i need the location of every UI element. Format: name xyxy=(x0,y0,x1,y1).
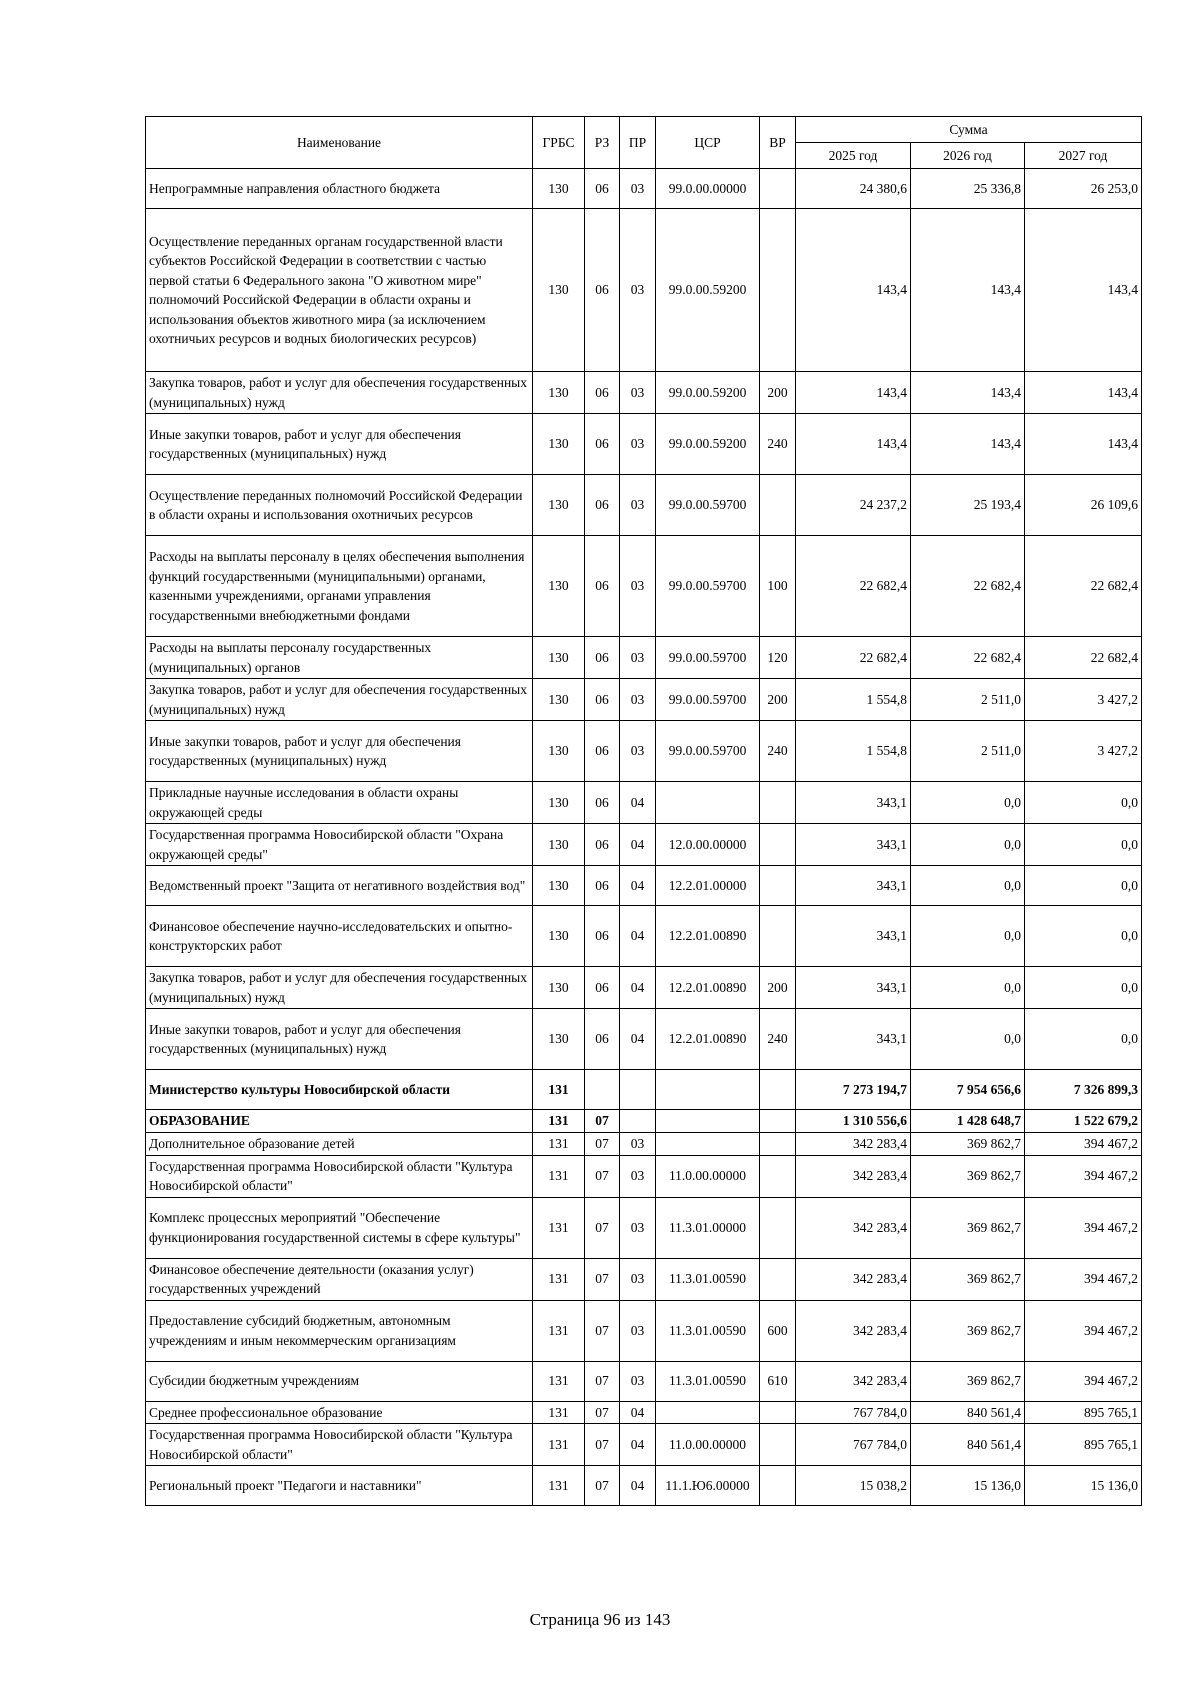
header-rz: РЗ xyxy=(585,117,620,169)
cell-2027: 143,4 xyxy=(1025,209,1142,372)
cell-grbs: 131 xyxy=(533,1361,585,1401)
cell-2027: 26 109,6 xyxy=(1025,475,1142,536)
cell-2025: 767 784,0 xyxy=(796,1401,911,1424)
cell-vr xyxy=(760,169,796,209)
cell-2025: 1 310 556,6 xyxy=(796,1110,911,1133)
cell-2025: 767 784,0 xyxy=(796,1424,911,1466)
cell-2027: 394 467,2 xyxy=(1025,1300,1142,1361)
cell-vr: 240 xyxy=(760,721,796,782)
cell-2026: 22 682,4 xyxy=(911,637,1025,679)
cell-2026: 0,0 xyxy=(911,824,1025,866)
cell-rz: 06 xyxy=(585,782,620,824)
table-row xyxy=(146,637,1142,679)
cell-vr: 100 xyxy=(760,536,796,637)
cell-csr: 99.0.00.59200 xyxy=(656,414,760,475)
cell-2026: 7 954 656,6 xyxy=(911,1070,1025,1110)
header-grbs: ГРБС xyxy=(533,117,585,169)
table-row xyxy=(146,372,1142,414)
cell-name: Осуществление переданных органам государственной власти субъектов Российской Федерации в соответствии с частью первой статьи 6 Федерального закона "О животном мире" полномочий Российской Федерации в области охраны и использования объектов животного мира (за исключением охотничьих ресурсов и водных биологических ресурсов) xyxy=(146,209,533,372)
cell-vr xyxy=(760,866,796,906)
cell-vr xyxy=(760,906,796,967)
cell-csr: 99.0.00.59700 xyxy=(656,679,760,721)
cell-2026: 369 862,7 xyxy=(911,1155,1025,1197)
cell-2027: 394 467,2 xyxy=(1025,1133,1142,1156)
cell-csr: 12.2.01.00000 xyxy=(656,866,760,906)
cell-2025: 143,4 xyxy=(796,372,911,414)
table-row xyxy=(146,1155,1142,1197)
cell-rz: 06 xyxy=(585,679,620,721)
cell-vr xyxy=(760,1401,796,1424)
cell-pr: 03 xyxy=(620,1361,656,1401)
cell-2025: 342 283,4 xyxy=(796,1258,911,1300)
cell-csr: 12.2.01.00890 xyxy=(656,967,760,1009)
cell-pr xyxy=(620,1110,656,1133)
header-sum: Сумма xyxy=(796,117,1142,143)
cell-name: Министерство культуры Новосибирской области xyxy=(146,1070,533,1110)
cell-vr xyxy=(760,209,796,372)
cell-vr xyxy=(760,1133,796,1156)
cell-2025: 342 283,4 xyxy=(796,1133,911,1156)
cell-2027: 394 467,2 xyxy=(1025,1258,1142,1300)
table-row xyxy=(146,1424,1142,1466)
cell-pr xyxy=(620,1070,656,1110)
cell-csr: 12.2.01.00890 xyxy=(656,1009,760,1070)
table-header xyxy=(146,117,1142,169)
cell-2027: 143,4 xyxy=(1025,372,1142,414)
cell-csr xyxy=(656,1401,760,1424)
table-row xyxy=(146,1466,1142,1506)
table-row xyxy=(146,475,1142,536)
cell-2026: 25 193,4 xyxy=(911,475,1025,536)
cell-2025: 7 273 194,7 xyxy=(796,1070,911,1110)
cell-pr: 04 xyxy=(620,866,656,906)
cell-name: Финансовое обеспечение деятельности (оказания услуг) государственных учреждений xyxy=(146,1258,533,1300)
cell-grbs: 130 xyxy=(533,721,585,782)
cell-name: Закупка товаров, работ и услуг для обеспечения государственных (муниципальных) нужд xyxy=(146,679,533,721)
table-row xyxy=(146,1361,1142,1401)
cell-2027: 0,0 xyxy=(1025,906,1142,967)
cell-csr: 11.0.00.00000 xyxy=(656,1424,760,1466)
cell-2025: 343,1 xyxy=(796,782,911,824)
cell-grbs: 131 xyxy=(533,1258,585,1300)
table-row xyxy=(146,1401,1142,1424)
cell-pr: 03 xyxy=(620,1133,656,1156)
cell-pr: 03 xyxy=(620,414,656,475)
cell-grbs: 130 xyxy=(533,169,585,209)
cell-2027: 0,0 xyxy=(1025,1009,1142,1070)
cell-name: Комплекс процессных мероприятий "Обеспечение функционирования государственной системы в сфере культуры" xyxy=(146,1197,533,1258)
table-row xyxy=(146,1133,1142,1156)
cell-2026: 840 561,4 xyxy=(911,1401,1025,1424)
cell-rz: 06 xyxy=(585,209,620,372)
cell-rz: 06 xyxy=(585,967,620,1009)
cell-pr: 04 xyxy=(620,1009,656,1070)
cell-2025: 143,4 xyxy=(796,414,911,475)
table-body xyxy=(146,169,1142,1506)
cell-pr: 03 xyxy=(620,209,656,372)
cell-pr: 03 xyxy=(620,475,656,536)
cell-pr: 04 xyxy=(620,1466,656,1506)
cell-grbs: 130 xyxy=(533,906,585,967)
cell-grbs: 131 xyxy=(533,1155,585,1197)
header-year-2025: 2025 год xyxy=(796,143,911,169)
cell-2025: 343,1 xyxy=(796,866,911,906)
table-row xyxy=(146,721,1142,782)
page-number: Страница 96 из 143 xyxy=(529,1610,671,1629)
cell-csr: 12.0.00.00000 xyxy=(656,824,760,866)
cell-vr: 610 xyxy=(760,1361,796,1401)
cell-pr: 03 xyxy=(620,1300,656,1361)
cell-grbs: 130 xyxy=(533,475,585,536)
cell-grbs: 130 xyxy=(533,536,585,637)
cell-grbs: 130 xyxy=(533,1009,585,1070)
header-vr: ВР xyxy=(760,117,796,169)
cell-pr: 03 xyxy=(620,1155,656,1197)
cell-name: Иные закупки товаров, работ и услуг для обеспечения государственных (муниципальных) нужд xyxy=(146,414,533,475)
cell-rz: 06 xyxy=(585,414,620,475)
cell-2027: 895 765,1 xyxy=(1025,1401,1142,1424)
table-row xyxy=(146,1110,1142,1133)
cell-name: Предоставление субсидий бюджетным, автономным учреждениям и иным некоммерческим организациям xyxy=(146,1300,533,1361)
cell-2025: 342 283,4 xyxy=(796,1361,911,1401)
cell-vr xyxy=(760,1466,796,1506)
cell-rz: 06 xyxy=(585,721,620,782)
cell-2025: 22 682,4 xyxy=(796,637,911,679)
cell-rz: 07 xyxy=(585,1424,620,1466)
cell-csr: 99.0.00.00000 xyxy=(656,169,760,209)
cell-rz: 07 xyxy=(585,1401,620,1424)
cell-grbs: 130 xyxy=(533,637,585,679)
cell-name: ОБРАЗОВАНИЕ xyxy=(146,1110,533,1133)
cell-2027: 0,0 xyxy=(1025,782,1142,824)
cell-grbs: 131 xyxy=(533,1133,585,1156)
header-csr: ЦСР xyxy=(656,117,760,169)
cell-grbs: 131 xyxy=(533,1424,585,1466)
cell-vr xyxy=(760,475,796,536)
cell-csr: 11.0.00.00000 xyxy=(656,1155,760,1197)
header-name: Наименование xyxy=(146,117,533,169)
cell-pr: 04 xyxy=(620,1401,656,1424)
cell-2026: 143,4 xyxy=(911,209,1025,372)
header-year-2026: 2026 год xyxy=(911,143,1025,169)
cell-grbs: 131 xyxy=(533,1197,585,1258)
cell-pr: 03 xyxy=(620,536,656,637)
table-row xyxy=(146,1009,1142,1070)
cell-2026: 369 862,7 xyxy=(911,1197,1025,1258)
cell-vr: 200 xyxy=(760,372,796,414)
cell-grbs: 131 xyxy=(533,1300,585,1361)
cell-grbs: 130 xyxy=(533,782,585,824)
cell-2027: 0,0 xyxy=(1025,866,1142,906)
table-row xyxy=(146,1197,1142,1258)
cell-name: Государственная программа Новосибирской области "Культура Новосибирской области" xyxy=(146,1424,533,1466)
cell-grbs: 131 xyxy=(533,1466,585,1506)
cell-grbs: 130 xyxy=(533,414,585,475)
cell-2025: 15 038,2 xyxy=(796,1466,911,1506)
cell-name: Региональный проект "Педагоги и наставники" xyxy=(146,1466,533,1506)
cell-vr: 240 xyxy=(760,1009,796,1070)
cell-grbs: 130 xyxy=(533,866,585,906)
cell-rz: 06 xyxy=(585,536,620,637)
cell-2026: 0,0 xyxy=(911,967,1025,1009)
cell-2026: 2 511,0 xyxy=(911,679,1025,721)
cell-name: Иные закупки товаров, работ и услуг для обеспечения государственных (муниципальных) нужд xyxy=(146,721,533,782)
cell-2026: 143,4 xyxy=(911,372,1025,414)
cell-rz: 07 xyxy=(585,1110,620,1133)
cell-rz: 06 xyxy=(585,906,620,967)
table-row xyxy=(146,209,1142,372)
cell-2027: 0,0 xyxy=(1025,967,1142,1009)
cell-2027: 15 136,0 xyxy=(1025,1466,1142,1506)
cell-2026: 0,0 xyxy=(911,782,1025,824)
cell-2026: 25 336,8 xyxy=(911,169,1025,209)
cell-vr xyxy=(760,1424,796,1466)
cell-2026: 143,4 xyxy=(911,414,1025,475)
cell-pr: 04 xyxy=(620,906,656,967)
cell-2026: 1 428 648,7 xyxy=(911,1110,1025,1133)
cell-name: Государственная программа Новосибирской области "Охрана окружающей среды" xyxy=(146,824,533,866)
cell-vr xyxy=(760,1258,796,1300)
cell-name: Непрограммные направления областного бюджета xyxy=(146,169,533,209)
cell-2026: 369 862,7 xyxy=(911,1300,1025,1361)
cell-pr: 04 xyxy=(620,1424,656,1466)
cell-name: Закупка товаров, работ и услуг для обеспечения государственных (муниципальных) нужд xyxy=(146,967,533,1009)
cell-2025: 343,1 xyxy=(796,824,911,866)
cell-vr xyxy=(760,1070,796,1110)
cell-2027: 26 253,0 xyxy=(1025,169,1142,209)
cell-csr: 11.3.01.00000 xyxy=(656,1197,760,1258)
cell-2027: 3 427,2 xyxy=(1025,721,1142,782)
cell-vr xyxy=(760,1110,796,1133)
cell-name: Прикладные научные исследования в области охраны окружающей среды xyxy=(146,782,533,824)
cell-rz: 06 xyxy=(585,475,620,536)
cell-2025: 24 380,6 xyxy=(796,169,911,209)
cell-2025: 342 283,4 xyxy=(796,1197,911,1258)
cell-pr: 03 xyxy=(620,679,656,721)
cell-grbs: 131 xyxy=(533,1110,585,1133)
cell-2025: 343,1 xyxy=(796,1009,911,1070)
cell-rz: 06 xyxy=(585,637,620,679)
cell-csr xyxy=(656,1070,760,1110)
cell-csr: 11.1.Ю6.00000 xyxy=(656,1466,760,1506)
cell-csr: 11.3.01.00590 xyxy=(656,1300,760,1361)
table-row xyxy=(146,1070,1142,1110)
cell-csr xyxy=(656,782,760,824)
cell-csr: 12.2.01.00890 xyxy=(656,906,760,967)
cell-2025: 343,1 xyxy=(796,967,911,1009)
table-row xyxy=(146,824,1142,866)
cell-rz: 07 xyxy=(585,1155,620,1197)
cell-name: Расходы на выплаты персоналу в целях обеспечения выполнения функций государственными (муниципальными) органами, казенными учреждениями, органами управления государственными внебюджетными фондами xyxy=(146,536,533,637)
cell-name: Среднее профессиональное образование xyxy=(146,1401,533,1424)
cell-name: Государственная программа Новосибирской области "Культура Новосибирской области" xyxy=(146,1155,533,1197)
cell-rz: 07 xyxy=(585,1133,620,1156)
cell-2026: 369 862,7 xyxy=(911,1361,1025,1401)
cell-pr: 04 xyxy=(620,824,656,866)
cell-2027: 1 522 679,2 xyxy=(1025,1110,1142,1133)
cell-pr: 03 xyxy=(620,637,656,679)
cell-2026: 15 136,0 xyxy=(911,1466,1025,1506)
cell-pr: 03 xyxy=(620,1197,656,1258)
cell-rz: 06 xyxy=(585,372,620,414)
cell-name: Ведомственный проект "Защита от негативного воздействия вод" xyxy=(146,866,533,906)
table-row xyxy=(146,169,1142,209)
cell-name: Субсидии бюджетным учреждениям xyxy=(146,1361,533,1401)
cell-rz: 07 xyxy=(585,1197,620,1258)
cell-2025: 1 554,8 xyxy=(796,679,911,721)
cell-name: Осуществление переданных полномочий Российской Федерации в области охраны и использования охотничьих ресурсов xyxy=(146,475,533,536)
cell-pr: 03 xyxy=(620,721,656,782)
cell-grbs: 130 xyxy=(533,372,585,414)
cell-csr: 11.3.01.00590 xyxy=(656,1258,760,1300)
cell-2027: 7 326 899,3 xyxy=(1025,1070,1142,1110)
cell-rz: 07 xyxy=(585,1300,620,1361)
cell-2026: 0,0 xyxy=(911,1009,1025,1070)
header-year-2027: 2027 год xyxy=(1025,143,1142,169)
cell-2026: 2 511,0 xyxy=(911,721,1025,782)
cell-2027: 895 765,1 xyxy=(1025,1424,1142,1466)
cell-name: Дополнительное образование детей xyxy=(146,1133,533,1156)
cell-grbs: 131 xyxy=(533,1401,585,1424)
cell-rz: 07 xyxy=(585,1258,620,1300)
table-row xyxy=(146,1258,1142,1300)
cell-pr: 04 xyxy=(620,782,656,824)
cell-grbs: 131 xyxy=(533,1070,585,1110)
cell-pr: 03 xyxy=(620,1258,656,1300)
cell-csr: 99.0.00.59700 xyxy=(656,721,760,782)
cell-2026: 369 862,7 xyxy=(911,1133,1025,1156)
cell-rz: 07 xyxy=(585,1361,620,1401)
cell-rz: 06 xyxy=(585,1009,620,1070)
cell-csr: 99.0.00.59700 xyxy=(656,536,760,637)
table-row xyxy=(146,782,1142,824)
cell-2026: 22 682,4 xyxy=(911,536,1025,637)
cell-vr: 120 xyxy=(760,637,796,679)
table-row xyxy=(146,866,1142,906)
cell-2026: 0,0 xyxy=(911,866,1025,906)
cell-2025: 22 682,4 xyxy=(796,536,911,637)
cell-2027: 394 467,2 xyxy=(1025,1197,1142,1258)
cell-vr xyxy=(760,1197,796,1258)
cell-csr xyxy=(656,1133,760,1156)
table-row xyxy=(146,906,1142,967)
cell-2025: 24 237,2 xyxy=(796,475,911,536)
cell-2027: 394 467,2 xyxy=(1025,1155,1142,1197)
cell-rz: 06 xyxy=(585,169,620,209)
cell-2025: 343,1 xyxy=(796,906,911,967)
budget-table xyxy=(145,116,1142,1506)
cell-grbs: 130 xyxy=(533,679,585,721)
cell-vr: 200 xyxy=(760,967,796,1009)
cell-csr: 11.3.01.00590 xyxy=(656,1361,760,1401)
cell-vr: 240 xyxy=(760,414,796,475)
cell-vr xyxy=(760,824,796,866)
cell-2027: 143,4 xyxy=(1025,414,1142,475)
cell-csr: 99.0.00.59700 xyxy=(656,475,760,536)
cell-grbs: 130 xyxy=(533,209,585,372)
cell-name: Финансовое обеспечение научно-исследовательских и опытно-конструкторских работ xyxy=(146,906,533,967)
cell-2027: 3 427,2 xyxy=(1025,679,1142,721)
cell-vr: 600 xyxy=(760,1300,796,1361)
cell-rz xyxy=(585,1070,620,1110)
cell-rz: 06 xyxy=(585,866,620,906)
cell-2027: 22 682,4 xyxy=(1025,637,1142,679)
cell-vr: 200 xyxy=(760,679,796,721)
cell-2026: 840 561,4 xyxy=(911,1424,1025,1466)
cell-vr xyxy=(760,1155,796,1197)
cell-2025: 342 283,4 xyxy=(796,1155,911,1197)
cell-name: Закупка товаров, работ и услуг для обеспечения государственных (муниципальных) нужд xyxy=(146,372,533,414)
table-row xyxy=(146,536,1142,637)
header-pr: ПР xyxy=(620,117,656,169)
table-row xyxy=(146,414,1142,475)
cell-name: Расходы на выплаты персоналу государственных (муниципальных) органов xyxy=(146,637,533,679)
cell-rz: 07 xyxy=(585,1466,620,1506)
cell-2025: 342 283,4 xyxy=(796,1300,911,1361)
cell-2025: 143,4 xyxy=(796,209,911,372)
cell-2027: 394 467,2 xyxy=(1025,1361,1142,1401)
table-row xyxy=(146,1300,1142,1361)
cell-pr: 04 xyxy=(620,967,656,1009)
table-row xyxy=(146,679,1142,721)
cell-csr: 99.0.00.59200 xyxy=(656,372,760,414)
cell-grbs: 130 xyxy=(533,824,585,866)
cell-name: Иные закупки товаров, работ и услуг для обеспечения государственных (муниципальных) нужд xyxy=(146,1009,533,1070)
cell-2025: 1 554,8 xyxy=(796,721,911,782)
table-row xyxy=(146,967,1142,1009)
cell-rz: 06 xyxy=(585,824,620,866)
cell-csr: 99.0.00.59700 xyxy=(656,637,760,679)
cell-grbs: 130 xyxy=(533,967,585,1009)
cell-csr xyxy=(656,1110,760,1133)
cell-pr: 03 xyxy=(620,169,656,209)
cell-2027: 22 682,4 xyxy=(1025,536,1142,637)
cell-2027: 0,0 xyxy=(1025,824,1142,866)
cell-vr xyxy=(760,782,796,824)
cell-csr: 99.0.00.59200 xyxy=(656,209,760,372)
cell-pr: 03 xyxy=(620,372,656,414)
cell-2026: 369 862,7 xyxy=(911,1258,1025,1300)
cell-2026: 0,0 xyxy=(911,906,1025,967)
